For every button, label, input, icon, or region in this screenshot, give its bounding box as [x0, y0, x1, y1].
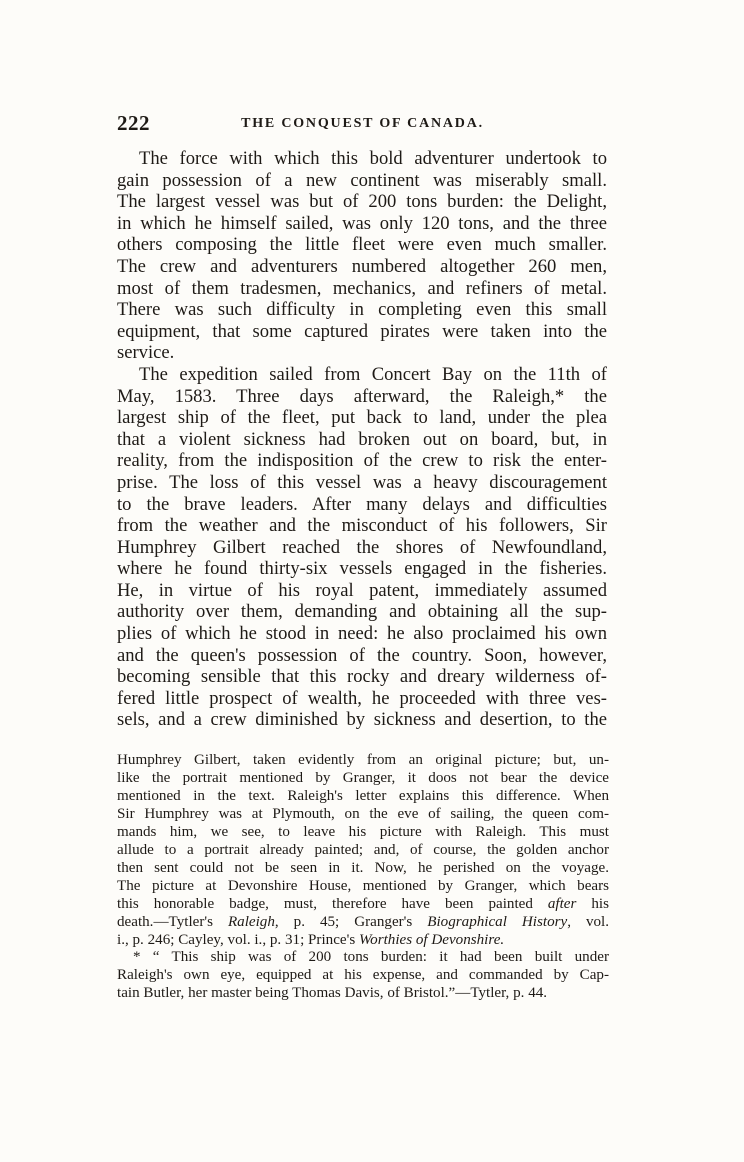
- footnote-line: Raleigh's own eye, equipped at his expense, and commanded by Cap-: [117, 967, 609, 984]
- text-line: plies of which he stood in need: he also proclaimed his own: [117, 623, 607, 645]
- footnote-line: * “ This ship was of 200 tons burden: it had been built under: [133, 949, 609, 966]
- text-line: Humphrey Gilbert reached the shores of Newfoundland,: [117, 536, 607, 558]
- footnote-line: [117, 914, 609, 932]
- text-line: where he found thirty-six vessels engaged in the fisheries.: [117, 558, 607, 580]
- text-line: from the weather and the misconduct of his followers, Sir: [117, 515, 607, 537]
- text-line: The crew and adventurers numbered altogether 260 men,: [117, 255, 607, 277]
- text-line: most of them tradesmen, mechanics, and refiners of metal.: [117, 277, 607, 299]
- footnote-italic: Worthies of Devonshire.: [358, 931, 505, 948]
- text-line: The expedition sailed from Concert Bay on the 11th of: [139, 363, 607, 385]
- footnote-text: , vol.: [567, 913, 610, 930]
- text-line: largest ship of the fleet, put back to land, under the plea: [117, 407, 607, 429]
- footnote-line: then sent could not be seen in it. Now, he perished on the voyage.: [117, 859, 609, 876]
- text-line: sels, and a crew diminished by sickness and desertion, to the: [117, 709, 607, 731]
- text-line: He, in virtue of his royal patent, immediately assumed: [117, 579, 607, 601]
- footnote-line: allude to a portrait already painted; and, of course, the golden anchor: [117, 841, 609, 858]
- page-number: 222: [117, 111, 150, 135]
- text-line: gain possession of a new continent was miserably small.: [117, 169, 607, 191]
- footnote-text: death.—Tytler's: [117, 913, 228, 930]
- text-line: May, 1583. Three days afterward, the Raleigh,* the: [117, 385, 607, 407]
- footnote-italic: after: [547, 895, 577, 912]
- running-title: THE CONQUEST OF CANADA.: [241, 116, 484, 131]
- text-line: and the queen's possession of the country. Soon, however,: [117, 644, 607, 666]
- text-line: becoming sensible that this rocky and dreary wilderness of-: [117, 666, 607, 688]
- text-line: There was such difficulty in completing even this small: [117, 299, 607, 321]
- footnote-line: [117, 932, 609, 950]
- footnote-line: [117, 896, 609, 914]
- text-line: authority over them, demanding and obtaining all the sup-: [117, 601, 607, 623]
- text-line: The largest vessel was but of 200 tons burden: the Delight,: [117, 191, 607, 213]
- text-line: The force with which this bold adventurer undertook to: [139, 148, 607, 169]
- footnote-line: tain Butler, her master being Thomas Davis, of Bristol.”—Tytler, p. 44.: [117, 985, 548, 1002]
- footnote-italic: Biographical History: [427, 913, 568, 930]
- text-line: to the brave leaders. After many delays and difficulties: [117, 493, 607, 515]
- main-text: [117, 148, 607, 731]
- text-line: equipment, that some captured pirates were taken into the: [117, 320, 607, 342]
- footnote-italic: Raleigh: [227, 913, 275, 930]
- text-line: prise. The loss of this vessel was a heavy discouragement: [117, 471, 607, 493]
- footnote-line: The picture at Devonshire House, mentioned by Granger, which bears: [117, 877, 609, 894]
- footnote-text: , p. 45; Granger's: [274, 913, 428, 930]
- text-line: that a violent sickness had broken out on board, but, in: [117, 428, 607, 450]
- footnote-text: this honorable badge, must, therefore have been painted: [117, 895, 548, 912]
- footnote-text: his: [576, 895, 609, 912]
- text-line: service.: [117, 342, 175, 364]
- page-header: [117, 111, 608, 141]
- text-line: reality, from the indisposition of the crew to risk the enter-: [117, 450, 607, 472]
- text-line: others composing the little fleet were even much smaller.: [117, 234, 607, 256]
- footnote-line: mands him, we see, to leave his picture with Raleigh. This must: [117, 823, 609, 840]
- text-line: fered little prospect of wealth, he proceeded with three ves-: [117, 687, 607, 709]
- footnotes: [117, 752, 609, 1003]
- footnote-line: Sir Humphrey was at Plymouth, on the eve of sailing, the queen com-: [117, 805, 609, 822]
- footnote-line: like the portrait mentioned by Granger, it doos not bear the device: [117, 769, 609, 786]
- text-line: in which he himself sailed, was only 120 tons, and the three: [117, 212, 607, 234]
- footnote-line: Humphrey Gilbert, taken evidently from an original picture; but, un-: [117, 752, 609, 768]
- footnote-line: mentioned in the text. Raleigh's letter explains this difference. When: [117, 787, 609, 804]
- footnote-text: i., p. 246; Cayley, vol. i., p. 31; Prince's: [117, 931, 359, 948]
